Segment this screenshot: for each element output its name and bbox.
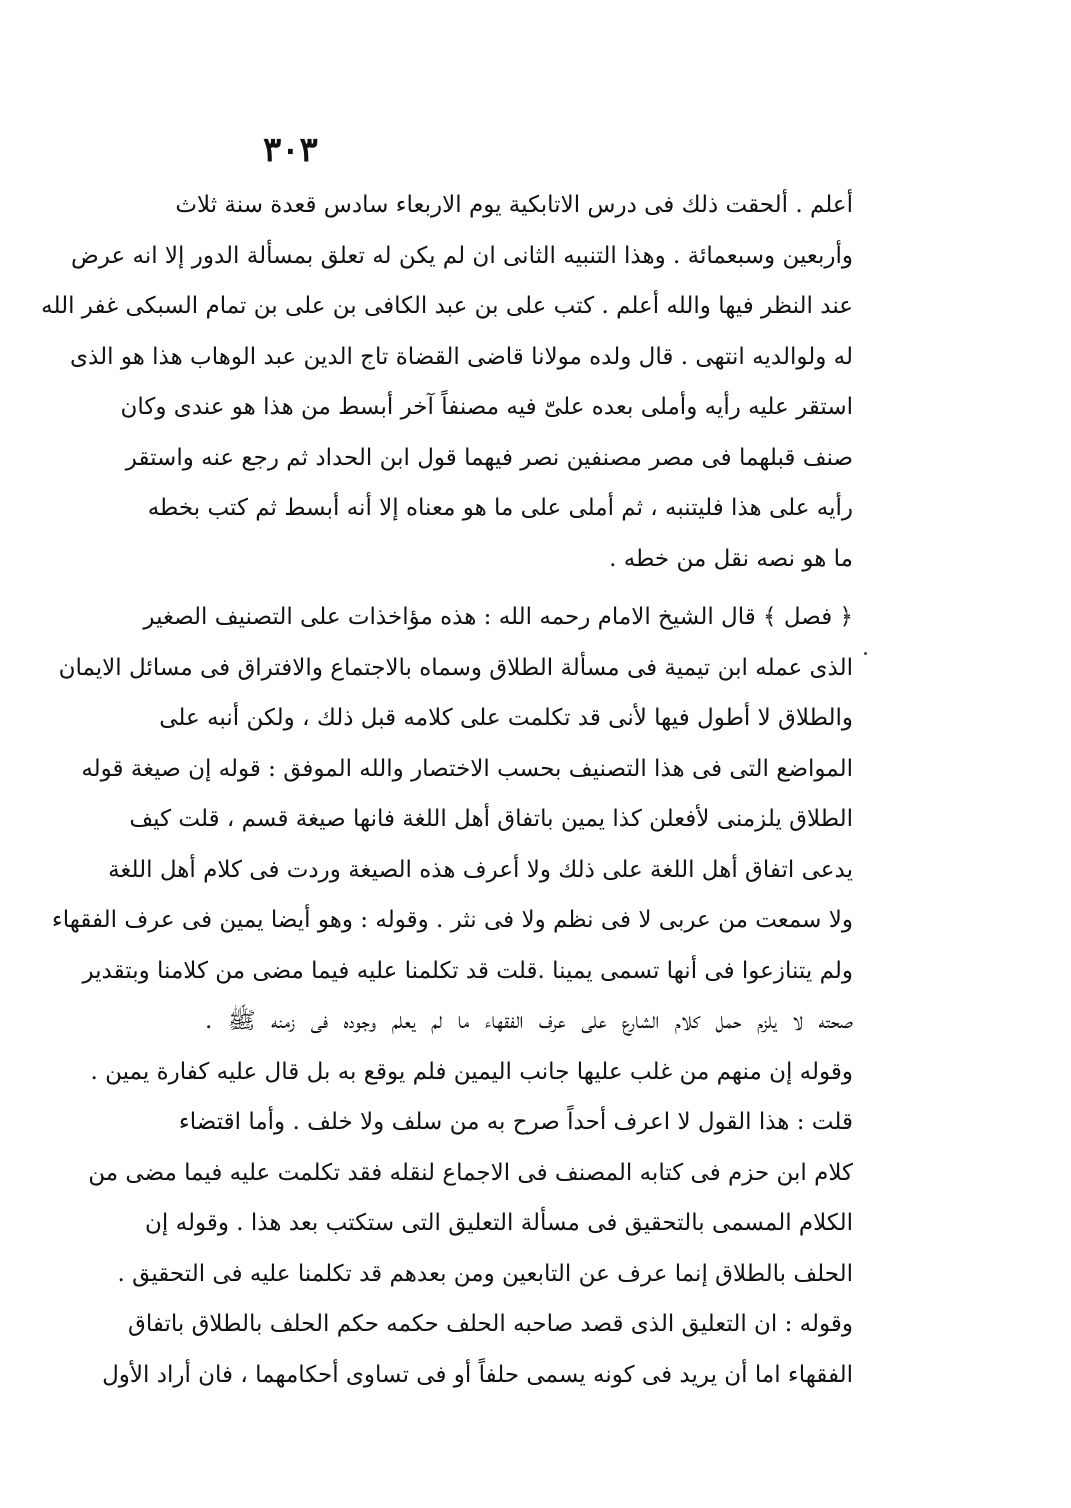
text-line: كلام ابن حزم فى كتابه المصنف فى الاجماع لنقله فقد تكلمت عليه فيما مضى من (88, 1159, 853, 1186)
paragraph-gap (205, 584, 853, 592)
text-line: صحته لا يلزم حمل كلام الشارع على عرف الفقهاء ما لم يعلم وجوده فى زمنه ﷺ . (205, 1008, 853, 1034)
text-line: وأربعين وسبعمائة . وهذا التنبيه الثانى ان لم يكن له تعلق بمسألة الدور إلا انه عرض (70, 242, 853, 269)
text-line: أعلم . ألحقت ذلك فى درس الاتابكية يوم الاربعاء سادس قعدة سنة ثلاث (175, 192, 853, 218)
text-line: رأيه على هذا فليتنبه ، ثم أملى على ما هو معناه إلا أنه أبسط ثم كتب بخطه (147, 495, 853, 521)
text-line: المواضع التى فى هذا التصنيف بحسب الاختصار والله الموفق : قوله إن صيغة قوله (81, 755, 853, 782)
text-line: الكلام المسمى بالتحقيق فى مسألة التعليق التى ستكتب بعد هذا . وقوله إن (145, 1210, 853, 1236)
text-line: ولا سمعت من عربى لا فى نظم ولا فى نثر . وقوله : وهو أيضا يمين فى عرف الفقهاء (51, 907, 853, 933)
paragraph-2 (51, 592, 853, 1400)
text-line: له ولوالديه انتهى . قال ولده مولانا قاضى القضاة تاج الدين عبد الوهاب هذا هو الذى (70, 343, 853, 370)
paragraph-1 (41, 180, 853, 584)
text-line: يدعى اتفاق أهل اللغة على ذلك ولا أعرف هذه الصيغة وردت فى كلام أهل اللغة (108, 856, 853, 883)
text-line: الطلاق يلزمنى لأفعلن كذا يمين باتفاق أهل اللغة فانها صيغة قسم ، قلت كيف (129, 806, 853, 832)
text-line: ما هو نصه نقل من خطه . (609, 545, 853, 572)
text-line: قلت : هذا القول لا اعرف أحداً صرح به من سلف ولا خلف . وأما اقتضاء (178, 1109, 853, 1135)
text-line: استقر عليه رأيه وأملى بعده علىّ فيه مصنفاً آخر أبسط من هذا هو عندى وكان (120, 394, 853, 420)
text-line: الفقهاء اما أن يريد فى كونه يسمى حلفاً أو فى تساوى أحكامهما ، فان أراد الأول (102, 1361, 853, 1388)
text-line: وقوله : ان التعليق الذى قصد صاحبه الحلف حكمه حكم الحلف بالطلاق باتفاق (127, 1311, 853, 1337)
text-line: الحلف بالطلاق إنما عرف عن التابعين ومن بعدهم قد تكلمنا عليه فى التحقيق . (117, 1260, 853, 1287)
text-line: ولم يتنازعوا فى أنها تسمى يمينا .قلت قد تكلمنا عليه فيما مضى من كلامنا وبتقدير (82, 957, 853, 984)
text-line: الذى عمله ابن تيمية فى مسألة الطلاق وسماه بالاجتماع والافتراق فى مسائل الايمان (58, 654, 853, 681)
text-line: عند النظر فيها والله أعلم . كتب على بن عبد الكافى بن على بن تمام السبكى غفر الله (41, 293, 853, 319)
page-number: ٣٠٣ (263, 130, 318, 170)
text-line: وقوله إن منهم من غلب عليها جانب اليمين فلم يوقع به بل قال عليه كفارة يمين . (90, 1058, 853, 1085)
body-text (41, 180, 853, 1400)
text-line: ﴿ فصل ﴾ قال الشيخ الامام رحمه الله : هذه مؤاخذات على التصنيف الصغير (143, 604, 853, 630)
text-line: والطلاق لا أطول فيها لأنى قد تكلمت على كلامه قبل ذلك ، ولكن أنبه على (159, 705, 853, 731)
scan-speck (864, 652, 867, 655)
text-line: صنف قبلهما فى مصر مصنفين نصر فيهما قول ابن الحداد ثم رجع عنه واستقر (125, 444, 853, 471)
